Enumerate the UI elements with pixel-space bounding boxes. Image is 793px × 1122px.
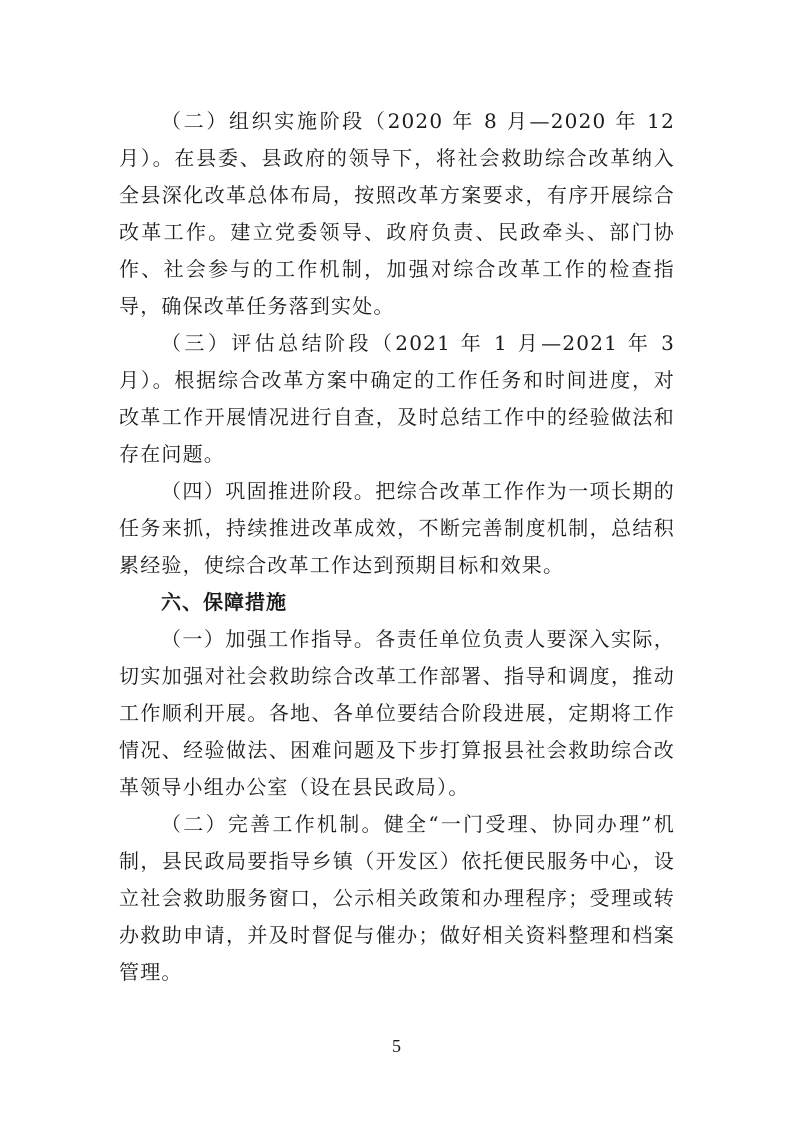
paragraph-text: 根据综合改革方案中确定的工作任务和时间进度，对改革工作开展情况进行自查，及时总结工作中的经验做法和存在问题。 <box>119 368 675 466</box>
section-heading: 六、保障措施 <box>161 590 287 614</box>
paragraph-text: 健全“一门受理、协同办理”机制，县民政局要指导乡镇（开发区）依托便民服务中心，设立社会救助服务窗口，公示相关政策和办理程序；受理或转办救助申请，并及时督促与催办；做好相关资料整理和档案管理。 <box>119 812 676 984</box>
paragraph-stage-two <box>119 103 675 325</box>
paragraph-lead: （三）评估总结阶段（2021 年 1 月—2021 年 3 月）。 <box>119 331 675 392</box>
paragraph-lead: （一）加强工作指导。 <box>161 627 376 651</box>
paragraph-lead: （四）巩固推进阶段。 <box>161 479 376 503</box>
paragraph-measure-two <box>119 806 675 991</box>
paragraph-text: 把综合改革工作作为一项长期的任务来抓，持续推进改革成效，不断完善制度机制，总结积累经验，使综合改革工作达到预期目标和效果。 <box>119 479 675 577</box>
paragraph-text: 在县委、县政府的领导下，将社会救助综合改革纳入全县深化改革总体布局，按照改革方案要求，有序开展综合改革工作。建立党委领导、政府负责、民政牵头、部门协作、社会参与的工作机制，加强对综合改革工作的检查指导，确保改革任务落到实处。 <box>119 146 675 318</box>
paragraph-lead: （二）组织实施阶段（2020 年 8 月—2020 年 12 月）。 <box>119 109 675 170</box>
paragraph-stage-four <box>119 473 675 584</box>
paragraph-lead: （二）完善工作机制。 <box>161 812 384 836</box>
document-body <box>119 103 675 991</box>
page-number: 5 <box>392 1036 401 1056</box>
paragraph-measure-one <box>119 621 675 806</box>
paragraph-stage-three <box>119 325 675 473</box>
paragraph-text: 各责任单位负责人要深入实际，切实加强对社会救助综合改革工作部署、指导和调度，推动工作顺利开展。各地、各单位要结合阶段进展，定期将工作情况、经验做法、困难问题及下步打算报县社会救助综合改革领导小组办公室（设在县民政局）。 <box>119 627 675 799</box>
